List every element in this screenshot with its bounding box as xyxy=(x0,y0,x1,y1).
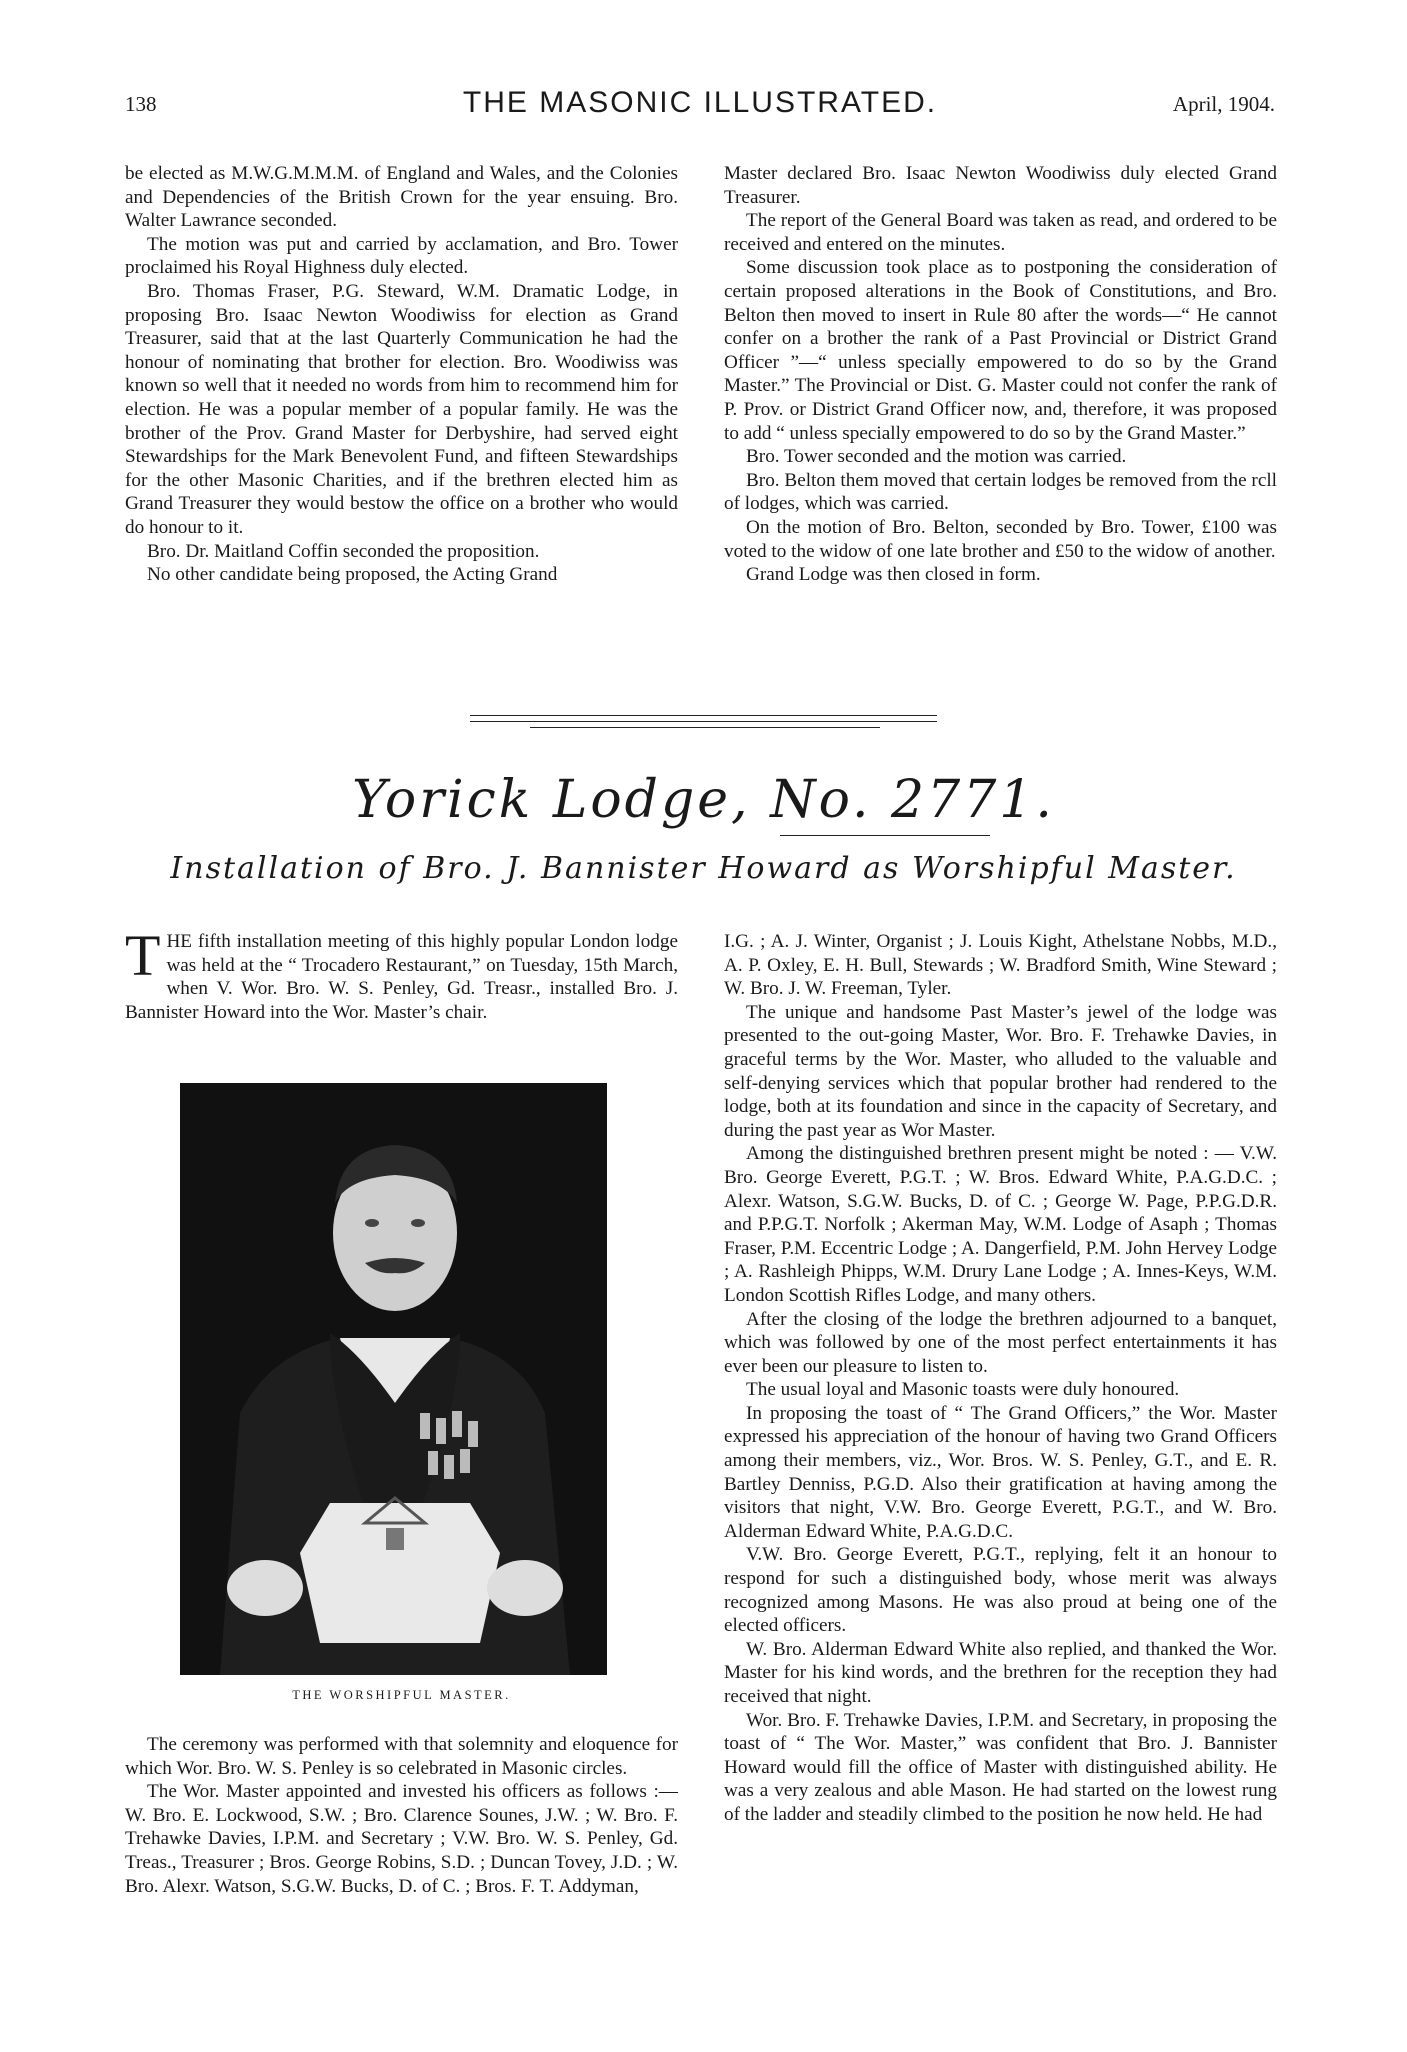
paragraph: I.G. ; A. J. Winter, Organist ; J. Louis Kight, Athelstane Nobbs, M.D., A. P. Oxley, E. H. Bull, Stewards ; W. Bradford Smith, Wine Steward ; W. Bro. J. W. Freeman, Tyler. xyxy=(724,931,1277,1000)
article-subtitle: Installation of Bro. J. Bannister Howard as Worshipful Master. xyxy=(170,851,1237,886)
continued-report-right-column xyxy=(724,162,1277,587)
paragraph: Bro. Dr. Maitland Coffin seconded the proposition. xyxy=(147,540,540,562)
worshipful-master-portrait xyxy=(180,1083,607,1675)
paragraph: W. Bro. Alderman Edward White also replied, and thanked the Wor. Master for his kind words, and the brethren for the reception they had received that night. xyxy=(724,1638,1277,1707)
paragraph: Master declared Bro. Isaac Newton Woodiwiss duly elected Grand Treasurer. xyxy=(724,163,1277,208)
paragraph: Wor. Bro. F. Trehawke Davies, I.P.M. and Secretary, in proposing the toast of “ The Wor. Master,” was confident that Bro. J. Bannister Howard would fill the office of Master with distinguished ability. He was a very zealous and able Mason. He had started on the lowest rung of the ladder and steadily climbed to the position he now held. He had xyxy=(724,1709,1277,1825)
article-intro xyxy=(125,923,678,1024)
journal-title: THE MASONIC ILLUSTRATED. xyxy=(462,86,938,119)
article-title: Yorick Lodge, No. 2771. xyxy=(352,770,1055,830)
paragraph: Some discussion took place as to postponing the consideration of certain proposed alterations in the Book of Constitutions, and Bro. Belton then moved to insert in Rule 80 after the words—“ He cannot confer on a brother the rank of a Past Provincial or District Grand Officer ”—“ unless specially empowered to do so by the Grand Master.” The Provincial or Dist. G. Master could not confer the rank of P. Prov. or District Grand Officer now, and, therefore, it was proposed to add “ unless specially empowered to do so by the Grand Master.” xyxy=(724,257,1277,444)
paragraph: Bro. Belton them moved that certain lodges be removed from the rcll of lodges, which was carried. xyxy=(724,469,1277,515)
article-left-column-continued xyxy=(125,1733,678,1898)
drop-cap: T xyxy=(125,923,161,988)
paragraph: Bro. Tower seconded and the motion was carried. xyxy=(746,446,1127,468)
paragraph: be elected as M.W.G.M.M.M. of England and Wales, and the Colonies and Dependencies of the British Crown for the year ensuing. Bro. Walter Lawrance seconded. xyxy=(125,163,678,232)
continued-report-left-column xyxy=(125,162,678,587)
page-header xyxy=(125,86,1275,126)
section-divider-rule xyxy=(470,721,937,722)
intro-paragraph: THE fifth installation meeting of this highly popular London lodge was held at the “ Trocadero Restaurant,” on Tuesday, 15th March, when V. Wor. Bro. W. S. Penley, Gd. Treasr., installed Bro. J. Bannister Howard into the Wor. Master’s chair. xyxy=(125,923,678,1023)
article-right-column xyxy=(724,930,1277,1827)
paragraph: The ceremony was performed with that solemnity and eloquence for which Wor. Bro. W. S. Penley is so celebrated in Masonic circles. xyxy=(125,1734,678,1779)
paragraph: The report of the General Board was taken as read, and ordered to be received and entered on the minutes. xyxy=(724,210,1277,255)
paragraph: After the closing of the lodge the brethren adjourned to a banquet, which was followed by one of the most perfect entertainments it has ever been our pleasure to listen to. xyxy=(724,1308,1277,1377)
paragraph: In proposing the toast of “ The Grand Officers,” the Wor. Master expressed his appreciation of the honour of having two Grand Officers among their members, viz., Wor. Bros. W. S. Penley, G.T., and E. R. Bartley Denniss, P.G.D. Also their gratification at having among the visitors that night, V.W. Bro. George Everett, P.G.T., and W. Bro. Alderman Edward White, P.A.G.D.C. xyxy=(724,1402,1277,1542)
paragraph: The unique and handsome Past Master’s jewel of the lodge was presented to the out-going Master, Wor. Bro. F. Trehawke Davies, in graceful terms by the Wor. Master, who alluded to the valuable and self-denying services which that popular brother had rendered to the lodge, both at its foundation and since in the capacity of Secretary, and during the past year as Wor Master. xyxy=(724,1001,1277,1141)
page-number: 138 xyxy=(125,92,157,116)
paragraph: The motion was put and carried by acclamation, and Bro. Tower proclaimed his Royal Highness duly elected. xyxy=(125,233,678,279)
paragraph: V.W. Bro. George Everett, P.G.T., replying, felt it an honour to respond for such a distinguished body, whose merit was always recognized among Masons. He was also proud at being one of the elected officers. xyxy=(724,1544,1277,1637)
photo-caption: THE WORSHIPFUL MASTER. xyxy=(292,1688,511,1702)
paragraph: Among the distinguished brethren present might be noted : — V.W. Bro. George Everett, P.G.T. ; W. Bros. Edward White, P.A.G.D.C. ; Alexr. Watson, S.G.W. Bucks, D. of C. ; George W. Page, P.P.G.D.R. and P.P.G.T. Norfolk ; Akerman May, W.M. Lodge of Asaph ; Thomas Fraser, P.M. Eccentric Lodge ; A. Dangerfield, P.M. John Hervey Lodge ; A. Rashleigh Phipps, W.M. Drury Lane Lodge ; A. Innes-Keys, W.M. London Scottish Rifles Lodge, and many others. xyxy=(724,1143,1277,1306)
paragraph: Grand Lodge was then closed in form. xyxy=(746,564,1041,586)
section-divider-rule xyxy=(530,727,880,728)
paragraph: On the motion of Bro. Belton, seconded by Bro. Tower, £100 was voted to the widow of one late brother and £50 to the widow of another. xyxy=(724,516,1277,562)
paragraph: The Wor. Master appointed and invested his officers as follows :—W. Bro. E. Lockwood, S.W. ; Bro. Clarence Sounes, J.W. ; W. Bro. F. Trehawke Davies, I.P.M. and Secretary ; V.W. Bro. W. S. Penley, Gd. Treas., Treasurer ; Bros. George Robins, S.D. ; Duncan Tovey, J.D. ; W. Bro. Alexr. Watson, S.G.W. Bucks, D. of C. ; Bros. F. T. Addyman, xyxy=(125,1781,678,1897)
paragraph: The usual loyal and Masonic toasts were duly honoured. xyxy=(746,1379,1180,1401)
section-divider-rule xyxy=(470,715,937,716)
title-underline-rule xyxy=(780,835,990,836)
paragraph: No other candidate being proposed, the Acting Grand xyxy=(147,564,558,586)
paragraph: Bro. Thomas Fraser, P.G. Steward, W.M. Dramatic Lodge, in proposing Bro. Isaac Newton Woodiwiss for election as Grand Treasurer, said that at the last Quarterly Communication he had the honour of nominating that brother for election. Bro. Woodiwiss was known so well that it needed no words from him to recommend him for election. He was a popular member of a popular family. He was the brother of the Prov. Grand Master for Derbyshire, had served eight Stewardships for the Mark Benevolent Fund, and fifteen Stewardships for the other Masonic Charities, and if the brethren elected him as Grand Treasurer they would bestow the office on a brother who would do honour to it. xyxy=(125,280,678,538)
issue-date: April, 1904. xyxy=(1172,92,1275,116)
